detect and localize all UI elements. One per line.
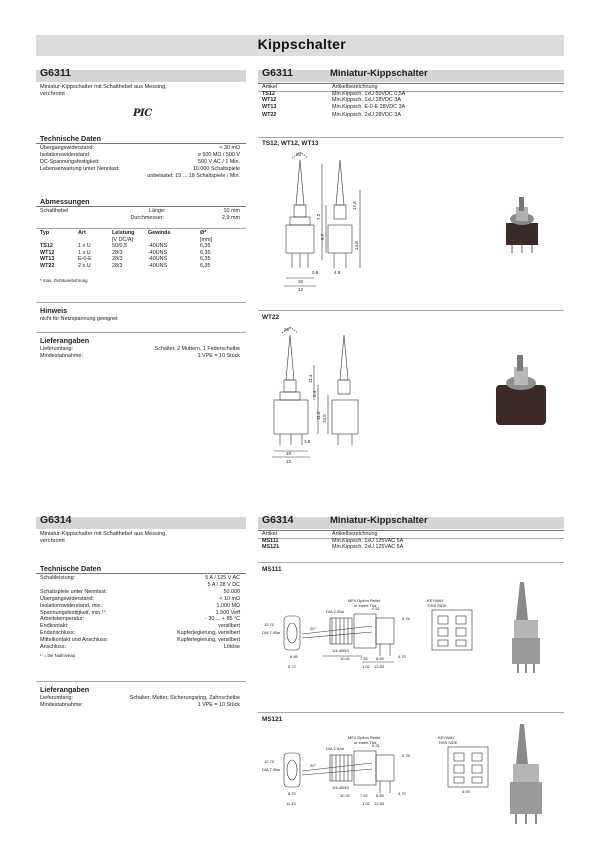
- g6314-liefer-title: Lieferangaben: [40, 685, 90, 694]
- tech-row: Spannungsfestigkeit, min.¹⁾: 1.500 Veff: [40, 609, 240, 616]
- svg-text:1/4-40NS: 1/4-40NS: [332, 785, 349, 790]
- ms121-product-photo: [504, 722, 548, 827]
- drawing-label-ms121: MS121: [262, 716, 283, 723]
- tech-row: Mittelkontakt und Anschluss: Kupferlegierung, versilbert: [40, 637, 240, 644]
- svg-text:0.76: 0.76: [402, 753, 410, 758]
- page-title-bar: [36, 35, 564, 56]
- svg-text:10: 10: [298, 279, 304, 284]
- svg-text:12.70: 12.70: [264, 759, 275, 764]
- dim-text: 26°: [296, 152, 303, 157]
- svg-text:1.5: 1.5: [304, 439, 311, 444]
- svg-text:20°: 20°: [310, 626, 317, 631]
- svg-text:11.43: 11.43: [286, 801, 296, 806]
- liefer-row: Lieferumfang: Schalter, 2 Muttern, 1 Federscheibe: [40, 346, 240, 352]
- table-units-row: [V DC/A] [mm]: [112, 236, 212, 243]
- g6311-tech-list: [40, 145, 240, 180]
- table-footnote: * max. Gehäusebohrung: [40, 278, 88, 283]
- g6311-right-title: Miniatur-Kippschalter: [330, 68, 428, 79]
- tech-row: Lebenserwartung unter Nennlast: 10.000 Schaltspiele: [40, 165, 240, 172]
- wt22-technical-drawing: [262, 325, 372, 464]
- drawing-label-wt22: WT22: [262, 314, 280, 321]
- g6314-tech-list: [40, 575, 240, 651]
- g6311-abm-list: [40, 208, 240, 222]
- svg-text:1.02: 1.02: [362, 801, 370, 806]
- ms111-product-photo: [506, 580, 546, 675]
- table-row: WT13 E-0-E 28/3 -40UNS 6,35: [40, 256, 211, 263]
- svg-text:10.41: 10.41: [340, 793, 351, 798]
- svg-text:14.8: 14.8: [354, 241, 359, 250]
- tech-row: Schaltleistung: 5 A / 125 V AC: [40, 575, 240, 581]
- table-row: WT12 1 x U 28/3 -40UNS 6,35: [40, 249, 211, 256]
- divider: [36, 332, 246, 333]
- ts12-product-photo: [498, 195, 546, 255]
- wt22-product-photo: [490, 355, 552, 430]
- divider: [258, 137, 564, 138]
- svg-text:THIS SIDE: THIS SIDE: [427, 603, 447, 608]
- ms121-technical-drawing: [262, 733, 492, 813]
- tech-row: unbelastet: 15 ... 18 Schaltspiele / Min.: [147, 172, 240, 179]
- divider: [36, 573, 246, 574]
- g6311-code: G6311: [40, 67, 71, 79]
- svg-text:DIA 7.95ø: DIA 7.95ø: [262, 630, 280, 635]
- svg-text:20°: 20°: [310, 763, 317, 768]
- abm-row: Schalthebel Länge: 10 mm: [40, 208, 240, 214]
- svg-text:5.72: 5.72: [288, 664, 296, 669]
- divider: [36, 143, 246, 144]
- svg-text:13: 13: [286, 459, 292, 464]
- svg-text:1.02: 1.02: [362, 664, 370, 669]
- svg-text:0.51: 0.51: [372, 606, 380, 611]
- drawing-label-ts12: TS12, WT12, WT13: [262, 140, 319, 147]
- svg-text:DIA 2.92ø: DIA 2.92ø: [326, 746, 344, 751]
- ms111-technical-drawing: [262, 596, 492, 676]
- table-header-row: Typ Art Leistung Gewinde Ø*: [40, 230, 207, 236]
- tech-row: Isolationswiderstand: ≥ 500 MΩ / 500 V: [40, 151, 240, 158]
- tech-footnote: ¹⁾ = bei Nullniveau: [40, 653, 76, 658]
- tech-row: Übergangswiderstand: < 10 mΩ: [40, 595, 240, 602]
- abm-row: Durchmesser: 2,9 mm: [130, 214, 240, 221]
- page-title: Kippschalter: [257, 36, 346, 52]
- svg-text:9.7: 9.7: [320, 233, 325, 240]
- g6311-liefer-title: Lieferangaben: [40, 336, 90, 345]
- svg-text:0.31: 0.31: [372, 743, 380, 748]
- g6311-hinweis-title: Hinweis: [40, 306, 68, 315]
- article-row: MS121 Min.Kippsch. 2xU 125VAC 5A: [262, 544, 404, 551]
- g6314-liefer-list: [40, 695, 240, 709]
- table-row: WT22 2 x U 28/3 -40UNS 6,35: [40, 262, 211, 269]
- liefer-row: Mindestabnahme: 1 VPE = 10 Stück: [40, 352, 240, 359]
- svg-text:or insert Thd: or insert Thd: [354, 603, 377, 608]
- svg-text:or insert Thd: or insert Thd: [354, 740, 377, 745]
- svg-text:12.70: 12.70: [264, 622, 275, 627]
- svg-text:10.41: 10.41: [340, 656, 351, 661]
- svg-text:0.8: 0.8: [312, 270, 319, 275]
- svg-text:8.89: 8.89: [376, 656, 384, 661]
- svg-text:12.83: 12.83: [374, 664, 385, 669]
- drawing-label-ms111: MS111: [262, 566, 282, 573]
- tech-row: Schaltspiele unter Nennlast: 50.000: [40, 588, 240, 595]
- article-table-header: Artikel Artikelbezeichnung: [262, 531, 378, 537]
- svg-text:KEYWAY: KEYWAY: [438, 735, 455, 740]
- svg-text:DIA 2.92ø: DIA 2.92ø: [326, 609, 344, 614]
- svg-text:THIS SIDE: THIS SIDE: [438, 740, 458, 745]
- tech-row: 5 A / 28 V DC: [207, 581, 240, 588]
- g6311-description: Miniatur-Kippschalter mit Schalthebel aus Messing, verchromt: [40, 84, 167, 97]
- article-row: MS111 Min.Kippsch. 1xU 125VAC 5A: [262, 538, 404, 544]
- g6311-spec-table: [40, 230, 240, 270]
- liefer-row: Lieferumfang: Schalter, Mutter, Sicherungsring, Zahnscheibe: [40, 695, 240, 701]
- svg-text:10: 10: [286, 451, 292, 456]
- article-row: WT12 Min.Kippsch. 1xU 28VDC 3A: [262, 97, 401, 104]
- liefer-row: Mindestabnahme: 1 VPE = 10 Stück: [40, 701, 240, 708]
- svg-text:DIA 7.95ø: DIA 7.95ø: [262, 767, 280, 772]
- svg-text:0.76: 0.76: [402, 616, 410, 621]
- g6311-article-list: [262, 91, 552, 118]
- tech-row: Übergangswiderstand: < 30 mΩ: [40, 145, 240, 151]
- svg-text:MF4 Option Relief: MF4 Option Relief: [348, 598, 381, 603]
- tech-row: Endkontakt: versilbert: [40, 623, 240, 630]
- g6311-liefer-list: [40, 346, 240, 360]
- g6314-code: G6314: [40, 514, 72, 526]
- svg-text:26°: 26°: [284, 327, 291, 332]
- divider: [36, 228, 246, 229]
- g6314-right-title: Miniatur-Kippschalter: [330, 515, 428, 526]
- divider: [36, 681, 246, 682]
- svg-text:6.86: 6.86: [290, 654, 298, 659]
- tech-row: Anschluss: Lötöse: [40, 644, 240, 651]
- divider: [36, 302, 246, 303]
- article-row: TS12 Min.Kippsch. 1xU 50VDC 0,5A: [262, 91, 406, 97]
- tech-row: Endanschluss: Kupferlegierung, versilbert: [40, 630, 240, 637]
- g6311-hinweis-text: nicht für Netzspannung geeignet: [40, 316, 118, 322]
- g6311-tech-title: Technische Daten: [40, 134, 101, 143]
- svg-text:MF4 Option Relief: MF4 Option Relief: [348, 735, 381, 740]
- g6314-description: Miniatur-Kippschalter mit Schalthebel aus Messing, verchromt: [40, 531, 167, 544]
- article-row: WT22 Min.Kippsch. 2xU 28VDC 3A: [262, 111, 401, 118]
- svg-text:11.2: 11.2: [316, 411, 321, 420]
- tech-row: Arbeitstemperatur: - 30 ... + 85 °C: [40, 616, 240, 623]
- svg-text:8.70: 8.70: [288, 791, 296, 796]
- svg-text:5.4: 5.4: [312, 390, 317, 397]
- table-row: TS12 1 x U 50/0,5 -40UNS 6,35: [40, 243, 211, 250]
- divider: [258, 562, 564, 563]
- svg-text:4.93: 4.93: [462, 789, 470, 794]
- svg-text:4.70: 4.70: [398, 791, 406, 796]
- g6311-abm-title: Abmessungen: [40, 197, 90, 206]
- article-table-header: Artikel Artikelbezeichnung: [262, 84, 378, 90]
- svg-text:7.52: 7.52: [360, 656, 368, 661]
- g6314-article-list: [262, 538, 552, 551]
- svg-text:13: 13: [298, 287, 304, 292]
- svg-text:12.83: 12.83: [374, 801, 385, 806]
- divider: [258, 310, 564, 311]
- ts12-technical-drawing: [270, 150, 370, 295]
- divider: [36, 206, 246, 207]
- tech-row: DC-Spannungsfestigkeit: 500 V AC / 1 Min.: [40, 158, 240, 165]
- svg-text:15.5: 15.5: [322, 414, 327, 423]
- svg-text:8.89: 8.89: [376, 793, 384, 798]
- svg-text:11.4: 11.4: [308, 374, 313, 383]
- pic-logo: PIC: [133, 108, 152, 119]
- tech-row: Isolationswiderstand, min.: 1.000 MΩ: [40, 602, 240, 609]
- g6314-tech-title: Technische Daten: [40, 564, 101, 573]
- g6311-right-code: G6311: [262, 67, 293, 79]
- svg-text:17.6: 17.6: [352, 201, 357, 210]
- divider: [258, 712, 564, 713]
- svg-text:4.8: 4.8: [334, 270, 341, 275]
- svg-text:7.2: 7.2: [316, 213, 321, 220]
- g6314-right-code: G6314: [262, 514, 294, 526]
- svg-text:1/4-40NS: 1/4-40NS: [332, 648, 349, 653]
- svg-text:7.52: 7.52: [360, 793, 368, 798]
- article-row: WT13 Min.Kippsch. E-0-E 28VDC 3A: [262, 103, 406, 110]
- svg-text:4.70: 4.70: [398, 654, 406, 659]
- svg-text:KEYWAY: KEYWAY: [427, 598, 444, 603]
